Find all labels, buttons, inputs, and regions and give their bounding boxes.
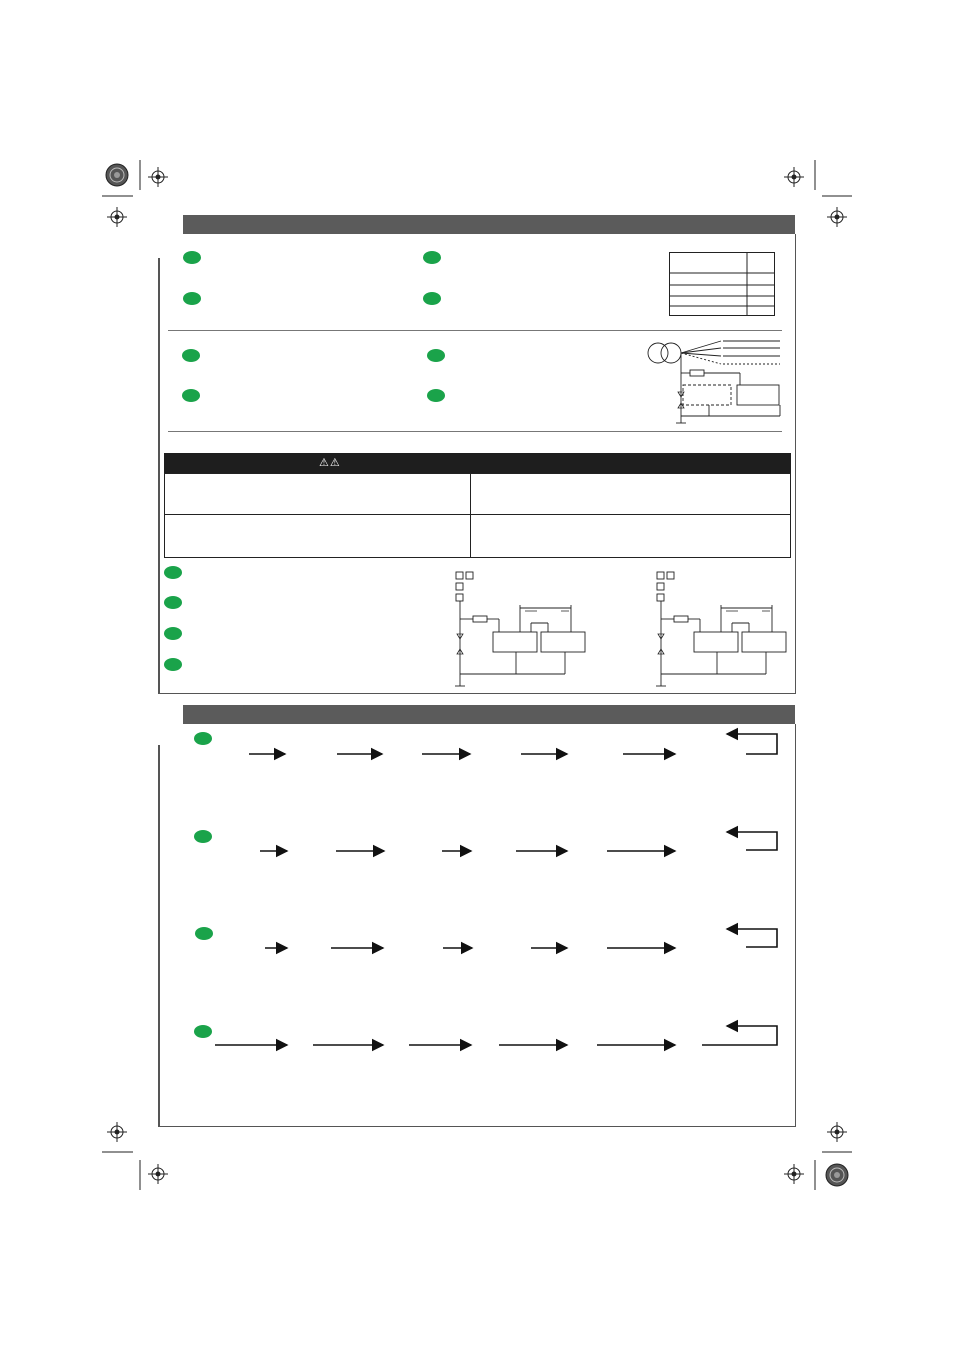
warning-triangle-icon: ⚠⚠ xyxy=(319,457,341,469)
return-arrow-icon xyxy=(727,734,777,754)
return-arrow-icon xyxy=(727,929,777,947)
return-arrow-icon xyxy=(702,1026,777,1045)
return-arrow-icon xyxy=(727,832,777,850)
